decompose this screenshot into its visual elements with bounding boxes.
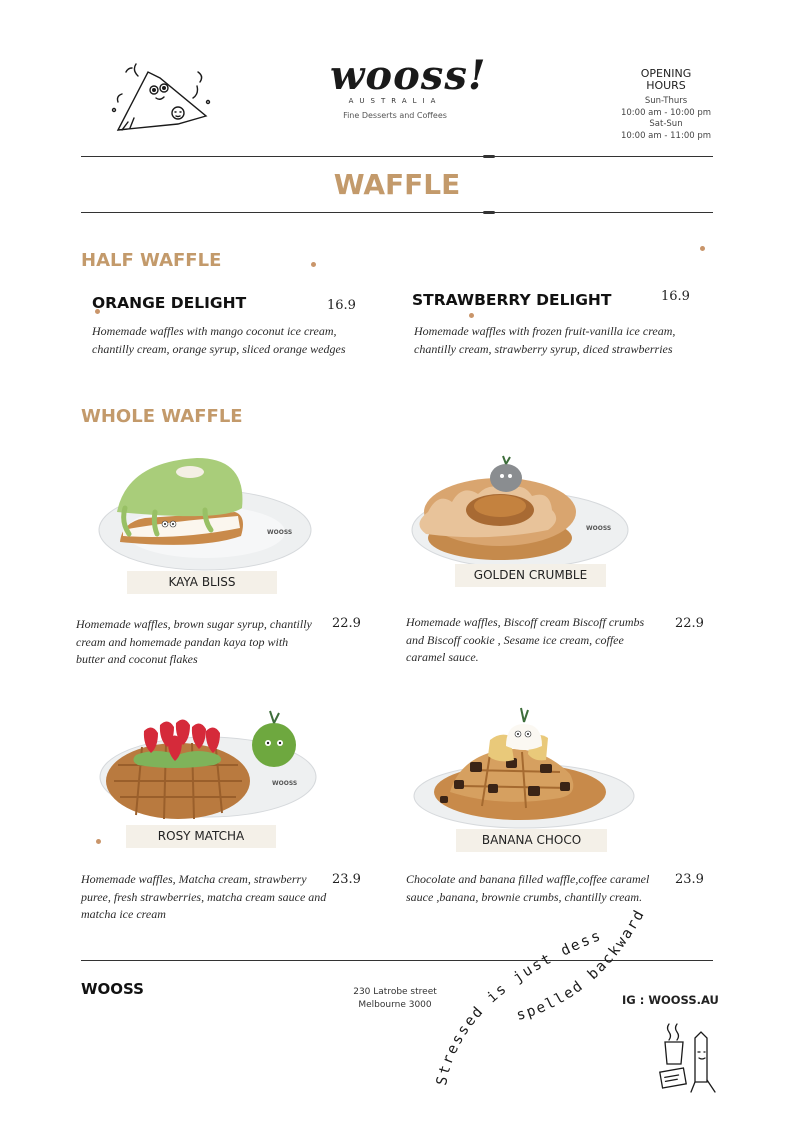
brand-tagline: Fine Desserts and Coffees [343,111,447,120]
item-price-strawberry-delight: 16.9 [661,289,690,304]
item-price-golden-crumble: 22.9 [675,616,704,631]
mascot-doodle-icon [108,58,218,136]
instagram-handle: IG : WOOSS.AU [622,993,719,1007]
item-price-rosy-matcha: 23.9 [332,872,361,887]
hours-title-line1: OPENING [640,67,692,80]
section-title-half-waffle: HALF WAFFLE [81,250,222,271]
slogan-line2: spelled backward [514,906,649,1024]
item-name-strawberry-delight: STRAWBERRY DELIGHT [412,291,612,309]
hours-line: 10:00 am - 10:00 pm [620,107,712,118]
item-price-orange-delight: 16.9 [327,298,356,313]
plate-brand-text: WOOSS [272,780,298,787]
header-rule-bottom [81,212,713,213]
item-desc-strawberry-delight: Homemade waffles with frozen fruit-vanilla ice cream, chantilly cream, strawberry syrup, diced strawberries [414,324,676,356]
item-desc-orange-delight: Homemade waffles with mango coconut ice cream, chantilly cream, orange syrup, sliced orange wedges [92,324,346,356]
item-label-golden-crumble: GOLDEN CRUMBLE [455,564,606,587]
opening-hours [616,68,716,142]
hours-line: Sun-Thurs [644,96,688,106]
plate-brand-text: WOOSS [267,529,293,536]
item-desc-golden-crumble: Homemade waffles, Biscoff cream Biscoff crumbs and Biscoff cookie , Sesame ice cream, coffee caramel sauce. [406,615,645,664]
decor-dot [700,246,705,251]
item-label-rosy-matcha: ROSY MATCHA [126,825,276,848]
header-rule-top [81,156,713,157]
coffee-doodle-icon [655,1020,725,1095]
address-line: Melbourne 3000 [358,999,432,1010]
kaya-bliss-photo [95,450,315,575]
rosy-matcha-photo [96,705,321,830]
item-desc-rosy-matcha: Homemade waffles, Matcha cream, strawberry puree, fresh strawberries, matcha cream sauce and matcha ice cream [81,872,327,921]
brand-name: wooss! [330,52,487,99]
item-price-kaya-bliss: 22.9 [332,616,361,631]
decor-dot [96,839,101,844]
hours-line: Sat-Sun [649,119,683,129]
address-line: 230 Latrobe street [353,987,437,997]
item-label-kaya-bliss: KAYA BLISS [127,571,277,594]
brand-logo [330,52,487,132]
banana-choco-photo [410,700,638,830]
slogan-line1: Stressed is just dess [434,927,605,1087]
item-desc-kaya-bliss: Homemade waffles, brown sugar syrup, chantilly cream and homemade pandan kaya top with butter and coconut flakes [76,617,312,666]
plate-brand-text: WOOSS [586,525,612,532]
slogan-curved-text [420,900,660,1100]
item-name-orange-delight: ORANGE DELIGHT [92,294,247,312]
decor-dot [311,262,316,267]
brand-region: AUSTRALIA [348,97,442,105]
hours-line: 10:00 am - 11:00 pm [620,130,712,141]
footer-brand-name: WOOSS [81,980,144,998]
page-title: WAFFLE [333,168,461,201]
item-price-banana-choco: 23.9 [675,872,704,887]
section-title-whole-waffle: WHOLE WAFFLE [81,406,243,427]
item-desc-banana-choco: Chocolate and banana filled waffle,coffee caramel sauce ,banana, brownie crumbs, chantilly cream. [406,872,650,904]
decor-dot [469,313,474,318]
hours-title-line2: HOURS [646,79,686,92]
golden-crumble-photo [408,450,633,575]
item-label-banana-choco: BANANA CHOCO [456,829,607,852]
